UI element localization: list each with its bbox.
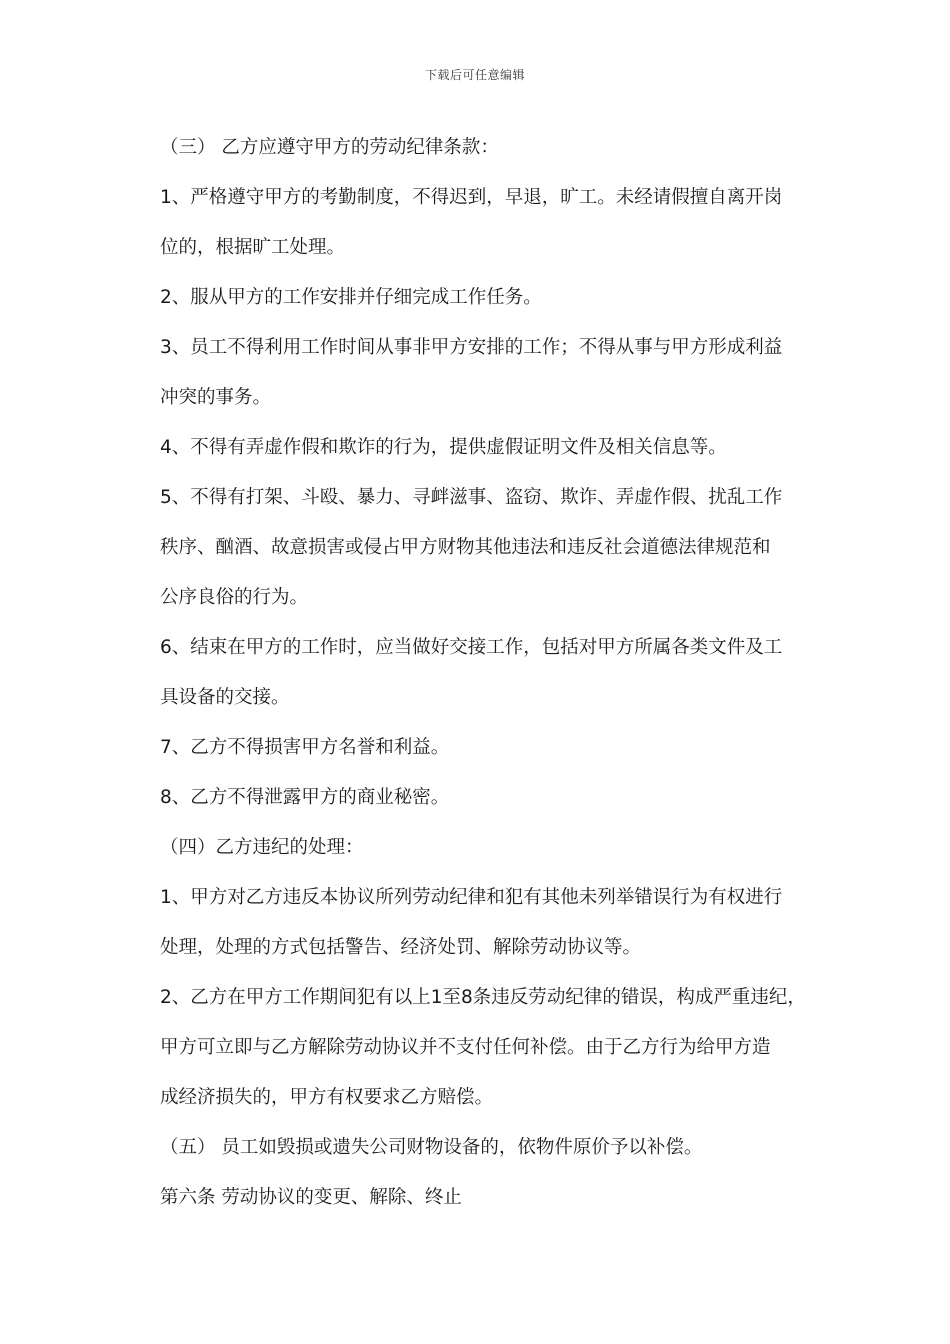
page-header: 下载后可任意编辑: [424, 68, 525, 82]
paragraph-line: 1、严格遵守甲方的考勤制度，不得迟到，早退，旷工。未经请假擅自离开岗: [160, 187, 783, 208]
paragraph-line: 5、不得有打架、斗殴、暴力、寻衅滋事、盗窃、欺诈、弄虚作假、扰乱工作: [160, 487, 783, 508]
paragraph-line: 位的，根据旷工处理。: [160, 237, 346, 258]
paragraph-line: 甲方可立即与乙方解除劳动协议并不支付任何补偿。由于乙方行为给甲方造: [160, 1037, 771, 1058]
document-body: [160, 130, 820, 1230]
section-heading-4: （四）乙方违纪的处理：: [160, 837, 364, 858]
paragraph-line: 3、员工不得利用工作时间从事非甲方安排的工作；不得从事与甲方形成利益: [160, 337, 783, 358]
paragraph-line: 1、甲方对乙方违反本协议所列劳动纪律和犯有其他未列举错误行为有权进行: [160, 887, 783, 908]
paragraph-line: 6、结束在甲方的工作时，应当做好交接工作，包括对甲方所属各类文件及工: [160, 637, 783, 658]
paragraph-line: 7、乙方不得损害甲方名誉和利益。: [160, 737, 450, 758]
paragraph-line: 成经济损失的，甲方有权要求乙方赔偿。: [160, 1087, 494, 1108]
paragraph-line: 公序良俗的行为。: [160, 587, 309, 608]
article-heading: 第六条 劳动协议的变更、解除、终止: [160, 1187, 462, 1208]
paragraph-line: 2、乙方在甲方工作期间犯有以上1至8条违反劳动纪律的错误，构成严重违纪，: [160, 987, 806, 1008]
paragraph-line: 具设备的交接。: [160, 687, 290, 708]
paragraph-line: 秩序、酗酒、故意损害或侵占甲方财物其他违法和违反社会道德法律规范和: [160, 537, 771, 558]
paragraph-line: 冲突的事务。: [160, 387, 272, 408]
paragraph-line: 2、服从甲方的工作安排并仔细完成工作任务。: [160, 287, 542, 308]
paragraph-line: 处理，处理的方式包括警告、经济处罚、解除劳动协议等。: [160, 937, 642, 958]
paragraph-line: 4、不得有弄虚作假和欺诈的行为，提供虚假证明文件及相关信息等。: [160, 437, 727, 458]
section-heading-3: （三） 乙方应遵守甲方的劳动纪律条款：: [160, 137, 499, 158]
section-heading-5: （五） 员工如毁损或遗失公司财物设备的，依物件原价予以补偿。: [160, 1137, 703, 1158]
paragraph-line: 8、乙方不得泄露甲方的商业秘密。: [160, 787, 450, 808]
